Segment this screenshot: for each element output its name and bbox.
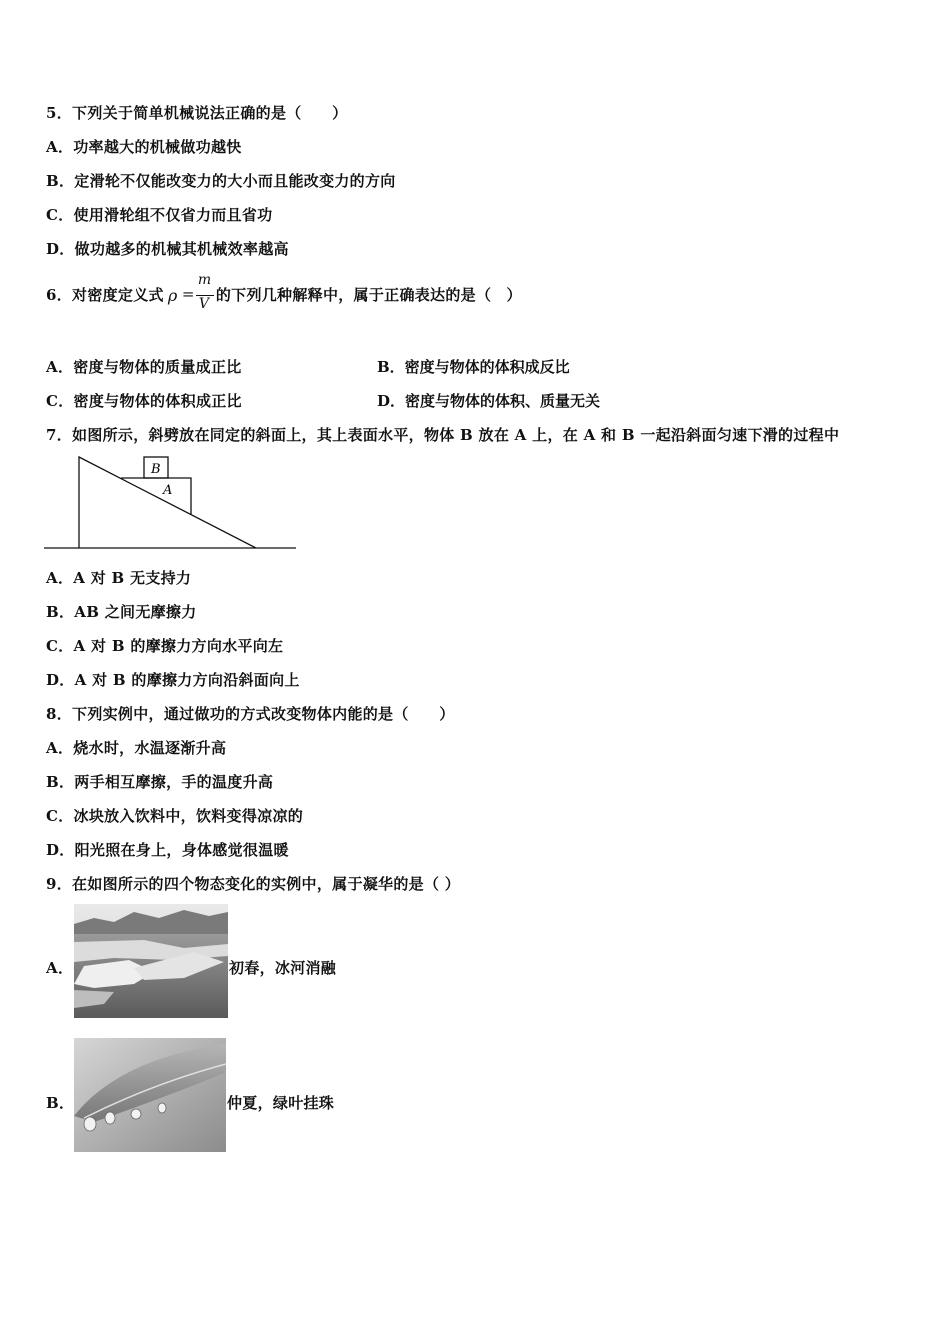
leaf-dew-photo: [74, 1038, 226, 1152]
formula-equals: =: [181, 285, 195, 303]
dew-drop: [105, 1112, 115, 1124]
q9-stem: 9．在如图所示的四个物态变化的实例中，属于凝华的是（ ）: [46, 875, 461, 893]
q7-option-b: B．AB 之间无摩擦力: [46, 603, 197, 621]
q8-option-b: B．两手相互摩擦，手的温度升高: [46, 773, 274, 791]
dew-drop: [84, 1117, 96, 1131]
q9-option-a-label: A．: [46, 959, 74, 977]
formula-rho: ρ: [167, 286, 178, 305]
q5-option-a: A．功率越大的机械做功越快: [46, 138, 242, 156]
q9-option-b-caption: 仲夏，绿叶挂珠: [227, 1094, 335, 1112]
q8-option-a: A．烧水时，水温逐渐升高: [46, 739, 227, 757]
q5-stem: 5．下列关于简单机械说法正确的是（ ）: [46, 104, 348, 122]
q7-option-c: C．A 对 B 的摩擦力方向水平向左: [46, 637, 284, 655]
q5-option-c: C．使用滑轮组不仅省力而且省功: [46, 206, 273, 224]
q9-option-a-caption: 初春，冰河消融: [229, 959, 337, 977]
q7-option-d: D．A 对 B 的摩擦力方向沿斜面向上: [46, 671, 300, 689]
q5-option-b: B．定滑轮不仅能改变力的大小而且能改变力的方向: [46, 172, 396, 190]
formula-denominator: V: [198, 296, 210, 312]
dew-drop: [131, 1109, 141, 1119]
q6-option-c: C．密度与物体的体积成正比: [46, 392, 242, 410]
q8-option-d: D．阳光照在身上，身体感觉很温暖: [46, 841, 289, 859]
q6-stem: [46, 272, 522, 316]
block-b-label: B: [151, 462, 161, 477]
block-a-label: A: [163, 483, 173, 498]
incline-diagram: [44, 452, 300, 552]
q6-option-d: D．密度与物体的体积、质量无关: [377, 392, 601, 410]
q9-option-b-label: B．: [46, 1094, 75, 1112]
dew-drop: [158, 1103, 166, 1113]
q5-option-d: D．做功越多的机械其机械效率越高: [46, 240, 289, 258]
q6-option-a: A．密度与物体的质量成正比: [46, 358, 242, 376]
density-formula: [164, 272, 216, 316]
q7-stem: 7．如图所示，斜劈放在同定的斜面上，其上表面水平，物体 B 放在 A 上，在 A 和 B 一起沿斜面匀速下滑的过程中: [46, 426, 840, 444]
formula-numerator: m: [197, 272, 212, 288]
q7-option-a: A．A 对 B 无支持力: [46, 569, 192, 587]
q6-suffix: 的下列几种解释中，属于正确表达的是（ ）: [215, 286, 522, 304]
ice-river-photo: [74, 904, 228, 1018]
q8-stem: 8．下列实例中，通过做功的方式改变物体内能的是（ ）: [46, 705, 455, 723]
q6-prefix: 6．对密度定义式: [46, 286, 164, 304]
q6-option-b: B．密度与物体的体积成反比: [377, 358, 570, 376]
q8-option-c: C．冰块放入饮料中，饮料变得凉凉的: [46, 807, 304, 825]
